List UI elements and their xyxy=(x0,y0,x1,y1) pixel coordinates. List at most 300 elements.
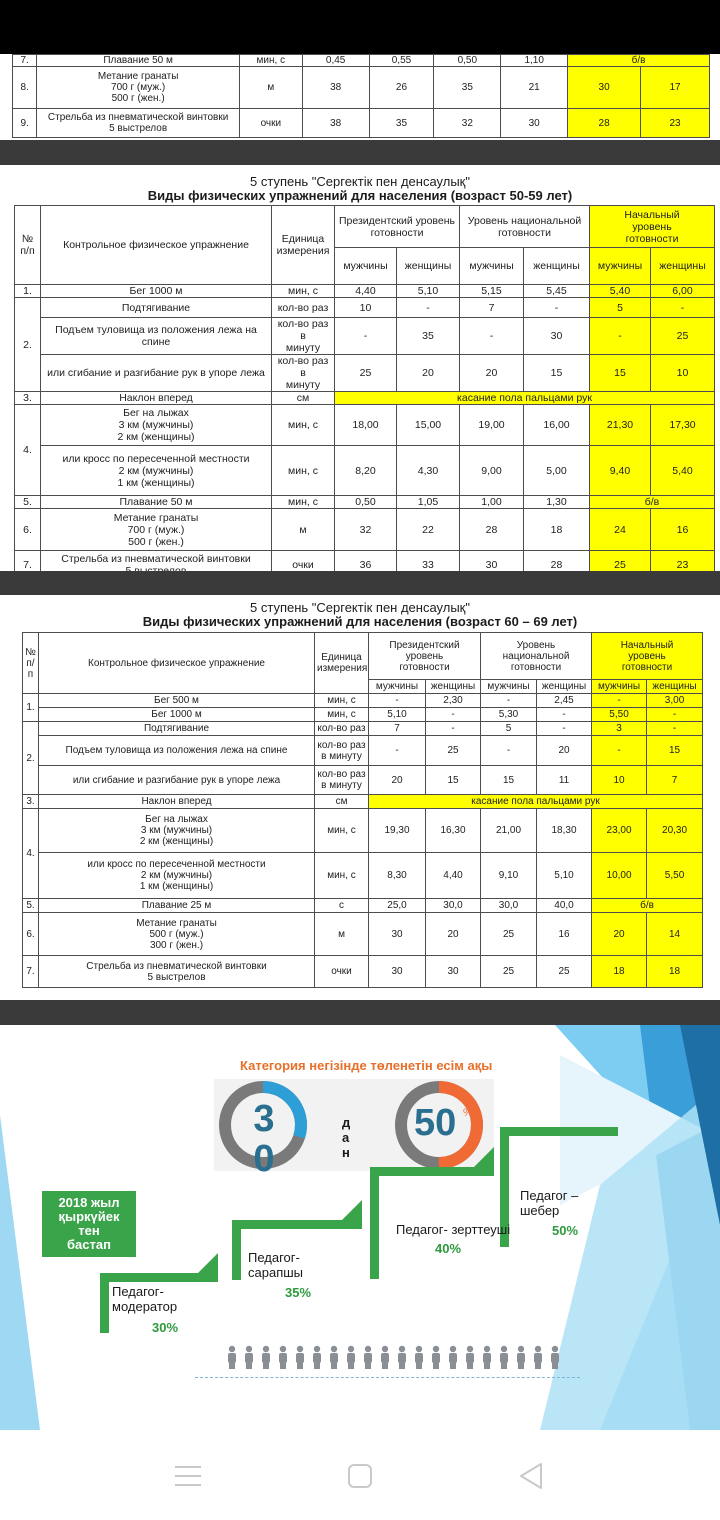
step-percent: 50% xyxy=(552,1223,579,1238)
exercise-name: Метание гранаты 700 г (муж.) 500 г (жен.) xyxy=(41,509,272,551)
value-cell: 5,10 xyxy=(537,853,592,899)
unit-cell: мин, с xyxy=(315,708,369,722)
row-number: 2. xyxy=(15,298,41,392)
unit-cell: мин, с xyxy=(315,853,369,899)
person-icon xyxy=(330,1346,338,1369)
header-exercise: Контрольное физическое упражнение xyxy=(39,633,315,694)
value-cell: 3 xyxy=(592,722,647,736)
value-cell: 32 xyxy=(335,509,397,551)
top-table-panel xyxy=(0,54,720,140)
value-cell: 0,50 xyxy=(335,496,397,509)
value-cell: 36 xyxy=(335,551,397,579)
start-date-badge: 2018 жыл қыркүйек тен бастап xyxy=(42,1191,136,1257)
value-cell: 1,30 xyxy=(524,496,590,509)
exercise-name: Стрельба из пневматической винтовки 5 выстрелов xyxy=(37,109,240,138)
unit-cell: м xyxy=(239,67,302,109)
value-cell: 20 xyxy=(460,355,524,392)
exercise-name: Бег 1000 м xyxy=(39,708,315,722)
value-cell: 10 xyxy=(335,298,397,318)
unit-cell: кол-во раз xyxy=(315,722,369,736)
value-cell: - xyxy=(426,722,481,736)
table-row xyxy=(23,956,703,988)
value-cell: 10 xyxy=(651,355,715,392)
value-cell: - xyxy=(369,694,426,708)
header-men: мужчины xyxy=(590,248,651,285)
header-initial: Начальный уровень готовности xyxy=(592,633,703,680)
value-cell: 14 xyxy=(647,913,703,956)
header-num: № п/ п xyxy=(23,633,39,694)
value-cell: 1,10 xyxy=(501,55,568,67)
value-cell: 18 xyxy=(592,956,647,988)
unit-cell: м xyxy=(315,913,369,956)
exercise-name: или сгибание и разгибание рук в упоре лежа xyxy=(41,355,272,392)
salary-infographic xyxy=(0,1025,720,1430)
value-cell: 2,30 xyxy=(426,694,481,708)
value-cell: 1,00 xyxy=(460,496,524,509)
value-cell: 30,0 xyxy=(426,899,481,913)
exercise-name: Стрельба из пневматической винтовки xyxy=(41,551,272,579)
header-women: женщины xyxy=(537,680,592,694)
table-row xyxy=(23,766,703,795)
value-cell: 16 xyxy=(537,913,592,956)
value-cell: 25,0 xyxy=(369,899,426,913)
exercise-name: или кросс по пересеченной местности 2 км (мужчины) 1 км (женщины) xyxy=(41,446,272,496)
table-row xyxy=(23,795,703,809)
value-cell: 30 xyxy=(369,913,426,956)
table-row xyxy=(13,55,710,67)
table-row xyxy=(15,446,715,496)
value-cell: 20 xyxy=(592,913,647,956)
row-number: 6. xyxy=(23,913,39,956)
value-cell: 5,50 xyxy=(647,853,703,899)
header-num: № п/п xyxy=(15,206,41,285)
exercise-name: Бег на лыжах 3 км (мужчины) 2 км (женщины) xyxy=(39,809,315,853)
table-row xyxy=(23,913,703,956)
value-cell: - xyxy=(647,708,703,722)
percent-sign: % xyxy=(293,1102,303,1114)
value-cell: 33 xyxy=(397,551,460,579)
value-cell: 35 xyxy=(397,318,460,355)
row-number: 4. xyxy=(15,405,41,496)
value-cell: 35 xyxy=(369,109,434,138)
value-cell: 32 xyxy=(434,109,501,138)
value-cell: 35 xyxy=(434,67,501,109)
value-cell: 17,30 xyxy=(651,405,715,446)
value-cell: 9,00 xyxy=(460,446,524,496)
unit-cell: см xyxy=(272,392,335,405)
value-cell: 0,55 xyxy=(369,55,434,67)
person-icon xyxy=(449,1346,457,1369)
person-icon xyxy=(364,1346,372,1369)
value-cell: 30 xyxy=(369,956,426,988)
people-icons xyxy=(222,1345,567,1371)
value-cell: 15 xyxy=(524,355,590,392)
value-cell: 30 xyxy=(524,318,590,355)
header-women: женщины xyxy=(651,248,715,285)
exercise-name: Плавание 50 м xyxy=(41,496,272,509)
row-number: 1. xyxy=(15,285,41,298)
row-number: 2. xyxy=(23,722,39,795)
value-cell: 15 xyxy=(647,736,703,766)
step-arrow xyxy=(198,1253,218,1273)
exercise-name: Бег 500 м xyxy=(39,694,315,708)
row-number: 8. xyxy=(13,67,37,109)
exercise-name: Подъем туловища из положения лежа на спине xyxy=(41,318,272,355)
value-cell: 30 xyxy=(460,551,524,579)
unit-cell: мин, с xyxy=(315,694,369,708)
exercise-name: Метание гранаты 700 г (муж.) 500 г (жен.) xyxy=(37,67,240,109)
value-cell: 3,00 xyxy=(647,694,703,708)
value-cell: 7 xyxy=(647,766,703,795)
table-row xyxy=(23,708,703,722)
value-cell: - xyxy=(647,722,703,736)
exercise-name: Бег на лыжах 3 км (мужчины) 2 км (женщины) xyxy=(41,405,272,446)
value-cell: - xyxy=(426,708,481,722)
value-cell: - xyxy=(590,318,651,355)
bg-shape xyxy=(0,1115,40,1430)
unit-cell: мин, с xyxy=(272,405,335,446)
value-cell: 15 xyxy=(426,766,481,795)
step-percent: 40% xyxy=(435,1241,462,1256)
value-cell: 5,50 xyxy=(592,708,647,722)
step-label: Педагог- зерттеуші xyxy=(396,1222,511,1237)
table-row xyxy=(23,899,703,913)
value-cell: - xyxy=(481,736,537,766)
donut-panel xyxy=(214,1079,494,1180)
step-percent: 30% xyxy=(152,1320,179,1335)
unit-cell: мин, с xyxy=(272,496,335,509)
android-nav-bar xyxy=(0,1430,720,1520)
value-cell: - xyxy=(537,722,592,736)
table3-title-line1: 5 ступень "Сергектік пен денсаулық" xyxy=(250,600,470,615)
table-row xyxy=(15,318,715,355)
person-icon xyxy=(381,1346,389,1369)
step-percent: 35% xyxy=(285,1285,312,1300)
step-label: Педагог- модератор xyxy=(112,1284,178,1314)
back-icon[interactable] xyxy=(518,1462,544,1490)
value-cell: - xyxy=(592,736,647,766)
header-initial: Начальный уровень готовности xyxy=(590,206,715,248)
row-number: 6. xyxy=(15,509,41,551)
value-cell: 7 xyxy=(369,722,426,736)
row-number: 7. xyxy=(15,551,41,579)
value-cell: 16,00 xyxy=(524,405,590,446)
top-table xyxy=(12,54,710,138)
value-cell: 9,10 xyxy=(481,853,537,899)
table2-title-line1: 5 ступень "Сергектік пен денсаулық" xyxy=(250,174,470,189)
value-cell: 18,00 xyxy=(335,405,397,446)
value-cell: 17 xyxy=(641,67,710,109)
value-cell: 5,10 xyxy=(369,708,426,722)
value-cell: 15 xyxy=(481,766,537,795)
value-cell: 4,40 xyxy=(335,285,397,298)
person-icon xyxy=(483,1346,491,1369)
page-divider xyxy=(0,1000,720,1025)
table2-panel xyxy=(0,165,720,571)
value-cell: 6,00 xyxy=(651,285,715,298)
header-men: мужчины xyxy=(481,680,537,694)
merged-value-cell: б/в xyxy=(590,496,715,509)
unit-cell: мин, с xyxy=(239,55,302,67)
header-men: мужчины xyxy=(460,248,524,285)
table-row xyxy=(23,722,703,736)
value-cell: 20,30 xyxy=(647,809,703,853)
table-row xyxy=(15,509,715,551)
value-cell: 23 xyxy=(641,109,710,138)
infographic-title: Категория негізінде төленетін есім ақы xyxy=(240,1058,493,1073)
value-cell: 28 xyxy=(460,509,524,551)
value-cell: 5,00 xyxy=(524,446,590,496)
value-cell: 5 xyxy=(590,298,651,318)
header-presidential: Президентский уровень готовности xyxy=(335,206,460,248)
row-number: 5. xyxy=(15,496,41,509)
value-cell: 18,30 xyxy=(537,809,592,853)
value-cell: 30 xyxy=(568,67,641,109)
value-cell: 5 xyxy=(481,722,537,736)
person-icon xyxy=(313,1346,321,1369)
table-row xyxy=(15,405,715,446)
value-cell: 26 xyxy=(369,67,434,109)
row-number: 5. xyxy=(23,899,39,913)
exercise-name: Стрельба из пневматической винтовки 5 выстрелов xyxy=(39,956,315,988)
value-cell: 21,30 xyxy=(590,405,651,446)
exercise-name: или сгибание и разгибание рук в упоре лежа xyxy=(39,766,315,795)
table3-title-line2: Виды физических упражнений для населения (возраст 60 – 69 лет) xyxy=(142,614,578,629)
unit-cell: мин, с xyxy=(272,285,335,298)
merged-value-cell: касание пола пальцами рук xyxy=(369,795,703,809)
value-cell: 16 xyxy=(651,509,715,551)
person-icon xyxy=(245,1346,253,1369)
value-cell: 28 xyxy=(524,551,590,579)
table2-title-line2: Виды физических упражнений для населения (возраст 50-59 лет) xyxy=(147,188,573,203)
value-cell: 20 xyxy=(426,913,481,956)
value-cell: 25 xyxy=(590,551,651,579)
table-row xyxy=(15,392,715,405)
value-cell: 11 xyxy=(537,766,592,795)
value-cell: 38 xyxy=(302,109,369,138)
exercise-name: Плавание 50 м xyxy=(37,55,240,67)
exercise-name: Метание гранаты 500 г (муж.) 300 г (жен.) xyxy=(39,913,315,956)
exercise-name: Плавание 25 м xyxy=(39,899,315,913)
value-cell: 19,30 xyxy=(369,809,426,853)
table3-panel xyxy=(0,595,720,1000)
value-cell: 20 xyxy=(369,766,426,795)
value-cell: 24 xyxy=(590,509,651,551)
exercise-name: Подтягивание xyxy=(39,722,315,736)
value-cell: 4,40 xyxy=(426,853,481,899)
value-cell: 0,45 xyxy=(302,55,369,67)
value-cell: 25 xyxy=(481,913,537,956)
unit-cell: кол-во раз в минуту xyxy=(272,355,335,392)
value-cell: 40,0 xyxy=(537,899,592,913)
value-cell: 5,40 xyxy=(590,285,651,298)
value-cell: 18 xyxy=(524,509,590,551)
value-cell: 0,50 xyxy=(434,55,501,67)
exercise-name: Подтягивание xyxy=(41,298,272,318)
header-national: Уровень национальной готовности xyxy=(481,633,592,680)
unit-cell: кол-во раз в минуту xyxy=(315,766,369,795)
value-cell: 15,00 xyxy=(397,405,460,446)
value-cell: 5,45 xyxy=(524,285,590,298)
row-number: 9. xyxy=(13,109,37,138)
row-number: 7. xyxy=(13,55,37,67)
value-cell: 9,40 xyxy=(590,446,651,496)
value-cell: 15 xyxy=(590,355,651,392)
unit-cell: кол-во раз xyxy=(272,298,335,318)
step-label: Педагог – шебер xyxy=(520,1188,579,1218)
header-women: женщины xyxy=(426,680,481,694)
value-cell: 20 xyxy=(397,355,460,392)
header-exercise: Контрольное физическое упражнение xyxy=(41,206,272,285)
value-cell: 22 xyxy=(397,509,460,551)
table3-title xyxy=(0,601,720,629)
row-number: 3. xyxy=(15,392,41,405)
status-bar xyxy=(0,0,720,54)
home-icon[interactable] xyxy=(347,1463,373,1489)
donut-right-value: 50 xyxy=(414,1102,457,1144)
value-cell: 10,00 xyxy=(592,853,647,899)
value-cell: 38 xyxy=(302,67,369,109)
value-cell: 16,30 xyxy=(426,809,481,853)
value-cell: 7 xyxy=(460,298,524,318)
person-icon xyxy=(398,1346,406,1369)
step-label: Педагог- сарапшы xyxy=(248,1250,304,1280)
header-women: женщины xyxy=(524,248,590,285)
value-cell: 21 xyxy=(501,67,568,109)
page-divider xyxy=(0,140,720,165)
unit-cell: очки xyxy=(272,551,335,579)
value-cell: - xyxy=(397,298,460,318)
merged-value-cell: б/в xyxy=(592,899,703,913)
value-cell: 25 xyxy=(537,956,592,988)
value-cell: 30 xyxy=(426,956,481,988)
unit-cell: мин, с xyxy=(315,809,369,853)
header-national: Уровень национальной готовности xyxy=(460,206,590,248)
table3 xyxy=(22,632,703,988)
value-cell: - xyxy=(481,694,537,708)
value-cell: 25 xyxy=(426,736,481,766)
dashed-line xyxy=(195,1377,580,1378)
person-icon xyxy=(500,1346,508,1369)
page-divider xyxy=(0,571,720,595)
person-icon xyxy=(279,1346,287,1369)
value-cell: 8,20 xyxy=(335,446,397,496)
value-cell: 23,00 xyxy=(592,809,647,853)
person-icon xyxy=(534,1346,542,1369)
value-cell: - xyxy=(369,736,426,766)
header-unit: Единица измерения xyxy=(315,633,369,694)
header-men: мужчины xyxy=(335,248,397,285)
person-icon xyxy=(228,1346,236,1369)
value-cell: - xyxy=(651,298,715,318)
value-cell: 25 xyxy=(335,355,397,392)
percent-sign: % xyxy=(463,1107,473,1119)
between-label: дан xyxy=(342,1115,351,1160)
table-row xyxy=(13,67,710,109)
exercise-name: Бег 1000 м xyxy=(41,285,272,298)
table-row xyxy=(23,736,703,766)
donut-left-value: 30 xyxy=(253,1098,275,1180)
table2 xyxy=(14,205,715,579)
value-cell: - xyxy=(460,318,524,355)
person-icon xyxy=(432,1346,440,1369)
value-cell: 8,30 xyxy=(369,853,426,899)
header-presidential: Президентский уровень готовности xyxy=(369,633,481,680)
header-men: мужчины xyxy=(592,680,647,694)
unit-cell: кол-во раз в минуту xyxy=(272,318,335,355)
table2-title xyxy=(0,175,720,203)
table-row xyxy=(15,298,715,318)
exercise-name: Подъем туловища из положения лежа на спине xyxy=(39,736,315,766)
unit-cell: очки xyxy=(239,109,302,138)
value-cell: 5,10 xyxy=(397,285,460,298)
person-icon xyxy=(347,1346,355,1369)
exercise-name: или кросс по пересеченной местности 2 км (мужчины) 1 км (женщины) xyxy=(39,853,315,899)
table-row xyxy=(15,496,715,509)
value-cell: - xyxy=(335,318,397,355)
step-arrow xyxy=(342,1200,362,1220)
value-cell: 19,00 xyxy=(460,405,524,446)
menu-icon[interactable] xyxy=(174,1464,202,1488)
value-cell: 5,30 xyxy=(481,708,537,722)
table-row xyxy=(23,809,703,853)
unit-cell: очки xyxy=(315,956,369,988)
table-row xyxy=(15,285,715,298)
unit-cell: м xyxy=(272,509,335,551)
value-cell: 2,45 xyxy=(537,694,592,708)
value-cell: 25 xyxy=(651,318,715,355)
merged-value-cell: касание пола пальцами рук xyxy=(335,392,715,405)
header-women: женщины xyxy=(397,248,460,285)
person-icon xyxy=(466,1346,474,1369)
unit-cell: с xyxy=(315,899,369,913)
header-women: женщины xyxy=(647,680,703,694)
table-row xyxy=(23,853,703,899)
value-cell: 20 xyxy=(537,736,592,766)
value-cell: - xyxy=(592,694,647,708)
unit-cell: кол-во раз в минуту xyxy=(315,736,369,766)
row-number: 4. xyxy=(23,809,39,899)
person-icon xyxy=(551,1346,559,1369)
step-arrow xyxy=(474,1147,494,1167)
value-cell: 30 xyxy=(501,109,568,138)
value-cell: 18 xyxy=(647,956,703,988)
row-number: 3. xyxy=(23,795,39,809)
person-icon xyxy=(415,1346,423,1369)
exercise-name: Наклон вперед xyxy=(41,392,272,405)
value-cell: 30,0 xyxy=(481,899,537,913)
table-row xyxy=(15,355,715,392)
value-cell: - xyxy=(524,298,590,318)
row-number: 7. xyxy=(23,956,39,988)
value-cell: 25 xyxy=(481,956,537,988)
person-icon xyxy=(296,1346,304,1369)
unit-cell: мин, с xyxy=(272,446,335,496)
value-cell: 4,30 xyxy=(397,446,460,496)
exercise-name: Наклон вперед xyxy=(39,795,315,809)
merged-value-cell: б/в xyxy=(568,55,710,67)
value-cell: 23 xyxy=(651,551,715,579)
value-cell: 21,00 xyxy=(481,809,537,853)
value-cell: 1,05 xyxy=(397,496,460,509)
table-row xyxy=(23,694,703,708)
table-row xyxy=(13,109,710,138)
value-cell: 5,15 xyxy=(460,285,524,298)
value-cell: 5,40 xyxy=(651,446,715,496)
value-cell: 28 xyxy=(568,109,641,138)
value-cell: 10 xyxy=(592,766,647,795)
value-cell: - xyxy=(537,708,592,722)
